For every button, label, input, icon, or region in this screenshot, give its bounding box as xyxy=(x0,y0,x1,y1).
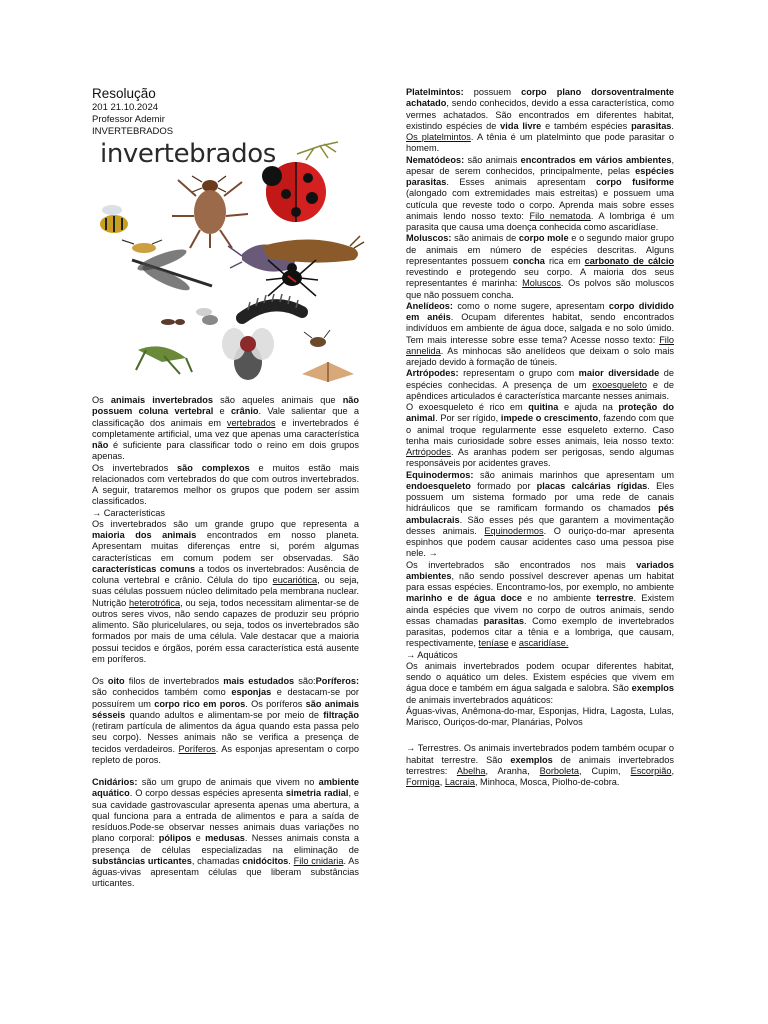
paragraph-definition xyxy=(92,395,359,463)
text-run: . O corpo dessas espécies apresenta xyxy=(129,788,286,799)
moth-icon xyxy=(302,362,354,382)
text-run: são: xyxy=(294,676,316,686)
text-run: pés ambulacrais xyxy=(406,503,674,525)
text-run: não xyxy=(92,440,109,450)
beetle-icon xyxy=(304,330,330,347)
right-column-text xyxy=(406,87,674,788)
text-run: medusas xyxy=(205,833,245,844)
paragraph-artropodes xyxy=(406,368,674,402)
text-run[interactable]: carbonato de cálcio xyxy=(584,255,674,266)
slug-icon xyxy=(262,236,364,263)
text-run: variados ambientes xyxy=(406,559,674,581)
text-run: espécies parasitas xyxy=(406,165,674,187)
text-run: possuem xyxy=(463,87,522,97)
text-run: . As águas-vivas apresentam células que liberam substâncias urticantes. xyxy=(92,855,359,889)
text-run[interactable]: Moluscos xyxy=(522,278,561,289)
ant-icon xyxy=(161,319,185,325)
text-run: formado por xyxy=(470,480,537,491)
invertebrates-illustration xyxy=(92,136,372,392)
text-run: Os invertebrados xyxy=(92,462,178,473)
text-run: endoesqueleto xyxy=(406,480,471,491)
text-run: , e sua cavidade gastrovascular apresenta apenas uma abertura, a qual funciona para a entrada de alimentos e para a saída de resíduos.Pode-se observar nesses animais duas variações no plano corporal: xyxy=(92,788,359,844)
document-title: Resolução xyxy=(92,86,156,101)
text-run: corpo mole xyxy=(518,233,569,244)
bee-icon xyxy=(100,205,128,233)
text-run: de espécies conhecidas. A presença de um xyxy=(406,368,674,390)
text-run: , Cupim, xyxy=(578,765,631,776)
text-run: de animais invertebrados aquáticos: xyxy=(406,694,554,705)
paragraph-terrestres xyxy=(406,743,674,788)
heading-aquaticos xyxy=(406,650,674,661)
text-run: Os xyxy=(92,395,111,405)
text-run: e destacam-se por possuírem um xyxy=(92,687,359,709)
heading-characteristics xyxy=(92,508,359,519)
text-run: . Existem ainda espécies que vivem no corpo de outros animais, sendo essas chamadas xyxy=(406,593,675,626)
text-run: Equinodermos: xyxy=(406,469,474,480)
text-run: corpo plano dorsoventralmente achatado xyxy=(406,87,674,109)
paragraph-anelideos xyxy=(406,301,674,369)
text-run: . Os poríferos xyxy=(245,698,306,709)
grasshopper-icon xyxy=(136,346,192,374)
text-run: e também espécies xyxy=(541,120,632,131)
text-run: a todos os invertebrados: Ausência de coluna vertebral e crânio. Célula do tipo xyxy=(92,563,359,585)
illustration-title: invertebrados xyxy=(100,139,276,169)
text-run: parasitas xyxy=(483,615,524,626)
gnat-icon xyxy=(196,308,218,325)
text-run: substâncias urticantes xyxy=(92,855,192,866)
text-run: são animais marinhos que apresentam um xyxy=(473,469,674,480)
text-run: . Vale salientar que a classificação dos animais em xyxy=(92,406,359,428)
text-run: . As esponjas apresentam o corpo repleto de poros. xyxy=(92,743,359,765)
text-run: são complexos xyxy=(177,462,250,473)
text-run: Artrópodes: xyxy=(406,368,459,379)
text-run: placas calcárias rígidas xyxy=(536,480,648,491)
text-run[interactable]: Abelha xyxy=(456,765,486,776)
text-run: e ajuda na xyxy=(558,402,619,412)
paragraph-exoesqueleto xyxy=(406,402,674,470)
topic-heading: INVERTEBRADOS xyxy=(92,125,174,137)
text-run[interactable]: Formiga xyxy=(406,777,440,787)
text-run: . Por ser rígido, xyxy=(435,413,501,424)
text-run: parasitas xyxy=(631,120,672,131)
text-run: é suficiente para classificar todo o reino em dois grupos apenas. xyxy=(92,440,359,462)
text-run[interactable]: Filo nematoda xyxy=(529,210,591,221)
text-run: , não sendo possível descrever apenas um habitat para essas espécies. Encontramo-los, por exemplo, no ambiente xyxy=(406,570,674,592)
text-run: encontrados em vários ambientes xyxy=(520,154,672,165)
paragraph-nematodeos xyxy=(406,155,674,234)
text-run: terrestre xyxy=(596,593,634,604)
text-run: . As aranhas podem ser perigosas, sendo algumas responsáveis por acidentes graves. xyxy=(406,447,674,469)
text-run[interactable]: ascaridíase. xyxy=(518,638,569,649)
text-run[interactable]: Poríferos xyxy=(178,743,216,754)
text-run[interactable]: teníase xyxy=(478,638,509,649)
left-column-text xyxy=(92,395,359,890)
text-run: , apesar de serem conhecidos, principalmente, pelas xyxy=(406,154,674,176)
text-run: são animais de xyxy=(451,233,519,244)
text-run: animais invertebrados xyxy=(110,395,214,405)
text-run: mais estudados xyxy=(223,676,295,686)
text-run[interactable]: Filo annelida xyxy=(406,334,674,356)
text-run: , sendo conhecidos, devido a essa característica, como vermes achatados. São encontrados em diferentes habitat, existindo espécies de xyxy=(406,98,674,131)
text-run: Anelídeos: xyxy=(406,300,453,311)
text-run[interactable]: Escorpião xyxy=(630,765,672,776)
text-run: O exoesqueleto é rico em xyxy=(406,402,529,412)
text-run: Os invertebrados são um grande grupo que representa a xyxy=(92,518,359,529)
text-run: . Eles possuem um sistema formado por uma rede de canais hidráulicos que se ramificam formando os chamados xyxy=(406,480,675,514)
text-run: e invertebrados é completamente artificial, uma vez que apenas uma característica xyxy=(92,417,360,439)
text-run: são animais sésseis xyxy=(92,698,359,720)
paragraph-characteristics xyxy=(92,519,359,665)
text-run: oito xyxy=(107,676,125,686)
text-run: Os invertebrados são encontrados nos mais xyxy=(406,559,637,570)
spider-icon xyxy=(266,260,318,296)
text-run: (alongado com extremidades mais estreitas) e possuem uma cutícula que reveste todo o corpo. Aprenda mais sobre esses animais lendo nosso texto: xyxy=(406,188,674,221)
text-run: concha xyxy=(512,255,545,266)
text-run: , ou seja, todos necessitam alimentar-se de outros seres vivos, não sendo capazes de produzir seu próprio alimento. São pluricelulares, ou seja, todos os invertebrados são formados por mais de uma célula. Vale destacar que a maioria possui tecidos e órgãos, porém essa característica está ausente em poríferos. xyxy=(92,597,359,664)
paragraph-moluscos xyxy=(406,233,674,301)
text-run: são animais xyxy=(464,154,521,165)
text-run: pólipos xyxy=(158,833,192,844)
text-run: ambiente aquático xyxy=(92,777,359,799)
text-run: são conhecidos também como xyxy=(92,687,232,698)
text-run: . Nesses animais consta a presença de células especializadas na eliminação de xyxy=(92,833,359,855)
text-run: são aqueles animais que xyxy=(213,395,343,405)
text-run[interactable]: eucariótica xyxy=(272,575,318,585)
text-run: e no ambiente xyxy=(522,593,597,604)
text-run: Cnidários: xyxy=(92,777,138,787)
text-run: , ou seja, suas células possuem núcleo delimitado pela membrana nuclear. Nutrição xyxy=(92,575,359,608)
text-run: de animais invertebrados terrestres: xyxy=(406,754,674,776)
text-run: → Características xyxy=(92,507,166,518)
text-run: corpo dividido em anéis xyxy=(406,300,674,322)
text-run: . xyxy=(288,855,294,866)
text-run: exemplos xyxy=(631,683,674,694)
text-run: . Os polvos são moluscos que não possuem concha. xyxy=(406,278,674,300)
text-run: e muitos estão mais relacionados com vertebrados do que com outros invertebrados. A seguir, trataremos melhor os grupos que podem ser assim classificados. xyxy=(92,462,360,507)
class-date: 201 21.10.2024 xyxy=(92,102,159,113)
text-run[interactable]: Lacraia xyxy=(444,777,475,787)
text-run: Platelmintos: xyxy=(406,87,464,97)
paragraph-platelmintos xyxy=(406,87,674,155)
text-run: . O ouriço-do-mar apresenta espinhos que podem causar acidentes caso uma pessoa pise nele. → xyxy=(406,525,674,559)
text-run: e xyxy=(213,406,231,417)
text-run: revestindo e protegendo seu corpo. A maioria dos seus representantes é marinha: xyxy=(406,267,674,289)
text-run: filos de invertebrados xyxy=(124,676,224,686)
text-run: crânio xyxy=(230,406,259,417)
text-run[interactable]: Os platelmintos xyxy=(406,132,471,142)
text-run: marinho e de água doce xyxy=(406,593,523,604)
millipede-icon xyxy=(242,294,302,318)
text-run: Os animais invertebrados podem ocupar diferentes habitat, sendo o aquático um deles. Existem espécies que vivem em água doce e também em água salgada e salobra. São xyxy=(406,660,674,694)
text-run: corpo rico em poros xyxy=(154,698,246,709)
tick-icon xyxy=(192,176,226,192)
fly-icon xyxy=(222,328,274,380)
text-run: simetria radial xyxy=(285,788,349,799)
text-run: e o segundo maior grupo de animais em número de espécies descritas. Alguns representantes possuem xyxy=(406,233,674,266)
text-run: e xyxy=(508,638,519,649)
text-run: e xyxy=(191,833,206,844)
text-run[interactable]: exoesqueleto xyxy=(592,379,647,390)
text-run: . Ocupam diferentes habitat, sendo encontrados indivíduos em ambiente de água doce, salgada e no solo úmido. Tem mais interesse sobre esse tema? Acesse nosso texto: xyxy=(406,312,674,345)
text-run: . A lombriga é um parasita que causa uma doença conhecida como ascaridíase. xyxy=(406,210,674,232)
text-run: (retiram partícula de alimentos da água quando esta passa pelo seu corpo). Nesses animais não se verifica a presença de tecidos verdadeiros. xyxy=(92,721,359,754)
text-run: Moluscos: xyxy=(406,233,452,244)
text-run[interactable]: Artrópodes xyxy=(406,447,451,457)
paragraph-poriferos xyxy=(92,676,359,766)
ladybug-icon xyxy=(262,162,326,222)
text-run: características comuns xyxy=(92,563,196,574)
text-run[interactable]: heterotrófica xyxy=(129,597,181,608)
text-run: vida livre xyxy=(500,120,542,131)
text-run: representam o grupo com xyxy=(458,368,579,379)
list-aquatic-examples xyxy=(406,706,674,729)
text-run: . Esses animais apresentam xyxy=(446,177,597,187)
text-run: maior diversidade xyxy=(578,368,660,379)
paragraph-complexity xyxy=(92,463,359,508)
text-run: . Como exemplo de invertebrados parasitas, podemos citar a tênia e a lombriga, que causam, respectivamente, xyxy=(406,615,674,649)
text-run: . As minhocas são anelídeos que deixam o solo mais arejado devido à formação de túneis. xyxy=(406,345,674,367)
text-run: , xyxy=(671,765,674,776)
text-run[interactable]: Equinodermos xyxy=(484,525,544,536)
text-run: e de apêndices articulados é característica marcante nesses animais. xyxy=(406,379,675,401)
text-run: como o nome sugere, apresentam xyxy=(452,300,609,311)
text-run: encontrados em nosso planeta. Apresentam muitas diferenças entre si, porém algumas características em comum podem ser observadas. São xyxy=(92,530,359,563)
text-run: proteção do animal xyxy=(406,402,675,424)
text-run: Águas-vivas, Anêmona-do-mar, Esponjas, Hidra, Lagosta, Lulas, Marisco, Ouriços-do-mar, Planárias, Polvos xyxy=(406,705,674,727)
text-run: maioria dos animais xyxy=(92,530,197,540)
crustacean-icon xyxy=(172,180,248,248)
text-run: , xyxy=(439,777,445,787)
text-run[interactable]: Filo cnidaria xyxy=(293,855,344,866)
text-run: quando adultos e alimentam-se por meio de xyxy=(125,709,324,720)
text-run: , Minhoca, Mosca, Piolho-de-cobra. xyxy=(474,777,620,787)
text-run: não possuem coluna vertebral xyxy=(92,395,360,417)
text-run: quitina xyxy=(528,402,559,412)
text-run: esponjas xyxy=(231,687,272,698)
wasp-icon xyxy=(122,240,162,253)
paragraph-habitats xyxy=(406,560,674,650)
text-run: cnidócitos xyxy=(242,855,289,866)
text-run: corpo fusiforme xyxy=(596,177,674,187)
text-run[interactable]: Borboleta xyxy=(539,765,579,776)
text-run: rica em xyxy=(544,255,585,266)
teacher-name: Professor Ademir xyxy=(92,113,165,125)
text-run: , Aranha, xyxy=(485,765,540,776)
paragraph-aquaticos xyxy=(406,661,674,706)
text-run: → Terrestres. Os animais invertebrados podem também ocupar o habitat terrestre. São xyxy=(406,743,674,765)
text-run: Os xyxy=(92,676,108,686)
text-run: filtração xyxy=(323,709,359,720)
invertebrates-collage xyxy=(92,136,372,392)
text-run: impede o crescimento xyxy=(500,413,599,424)
text-run: . A tênia é um platelminto que pode parasitar o homem. xyxy=(406,132,674,154)
text-run: exemplos xyxy=(510,754,553,765)
text-run: → Aquáticos xyxy=(406,649,458,660)
text-run[interactable]: vertebrados xyxy=(226,417,276,428)
text-run: são um grupo de animais que vivem no xyxy=(137,777,319,787)
text-run: . São esses pés que garantem a movimentação desses animais. xyxy=(406,514,674,536)
text-run: Nematódeos: xyxy=(406,154,465,165)
text-run: Poríferos: xyxy=(315,676,360,686)
document-header xyxy=(92,86,359,137)
text-run: , fazendo com que o animal troque regularmente esse esqueleto externo. Caso tenha mais curiosidade sobre esses animais, leia nosso texto: xyxy=(406,413,675,446)
paragraph-cnidarios xyxy=(92,777,359,890)
paragraph-equinodermos xyxy=(406,470,674,560)
mantis-icon xyxy=(297,142,338,160)
text-run: . xyxy=(671,120,674,131)
text-run: , chamadas xyxy=(191,855,243,866)
